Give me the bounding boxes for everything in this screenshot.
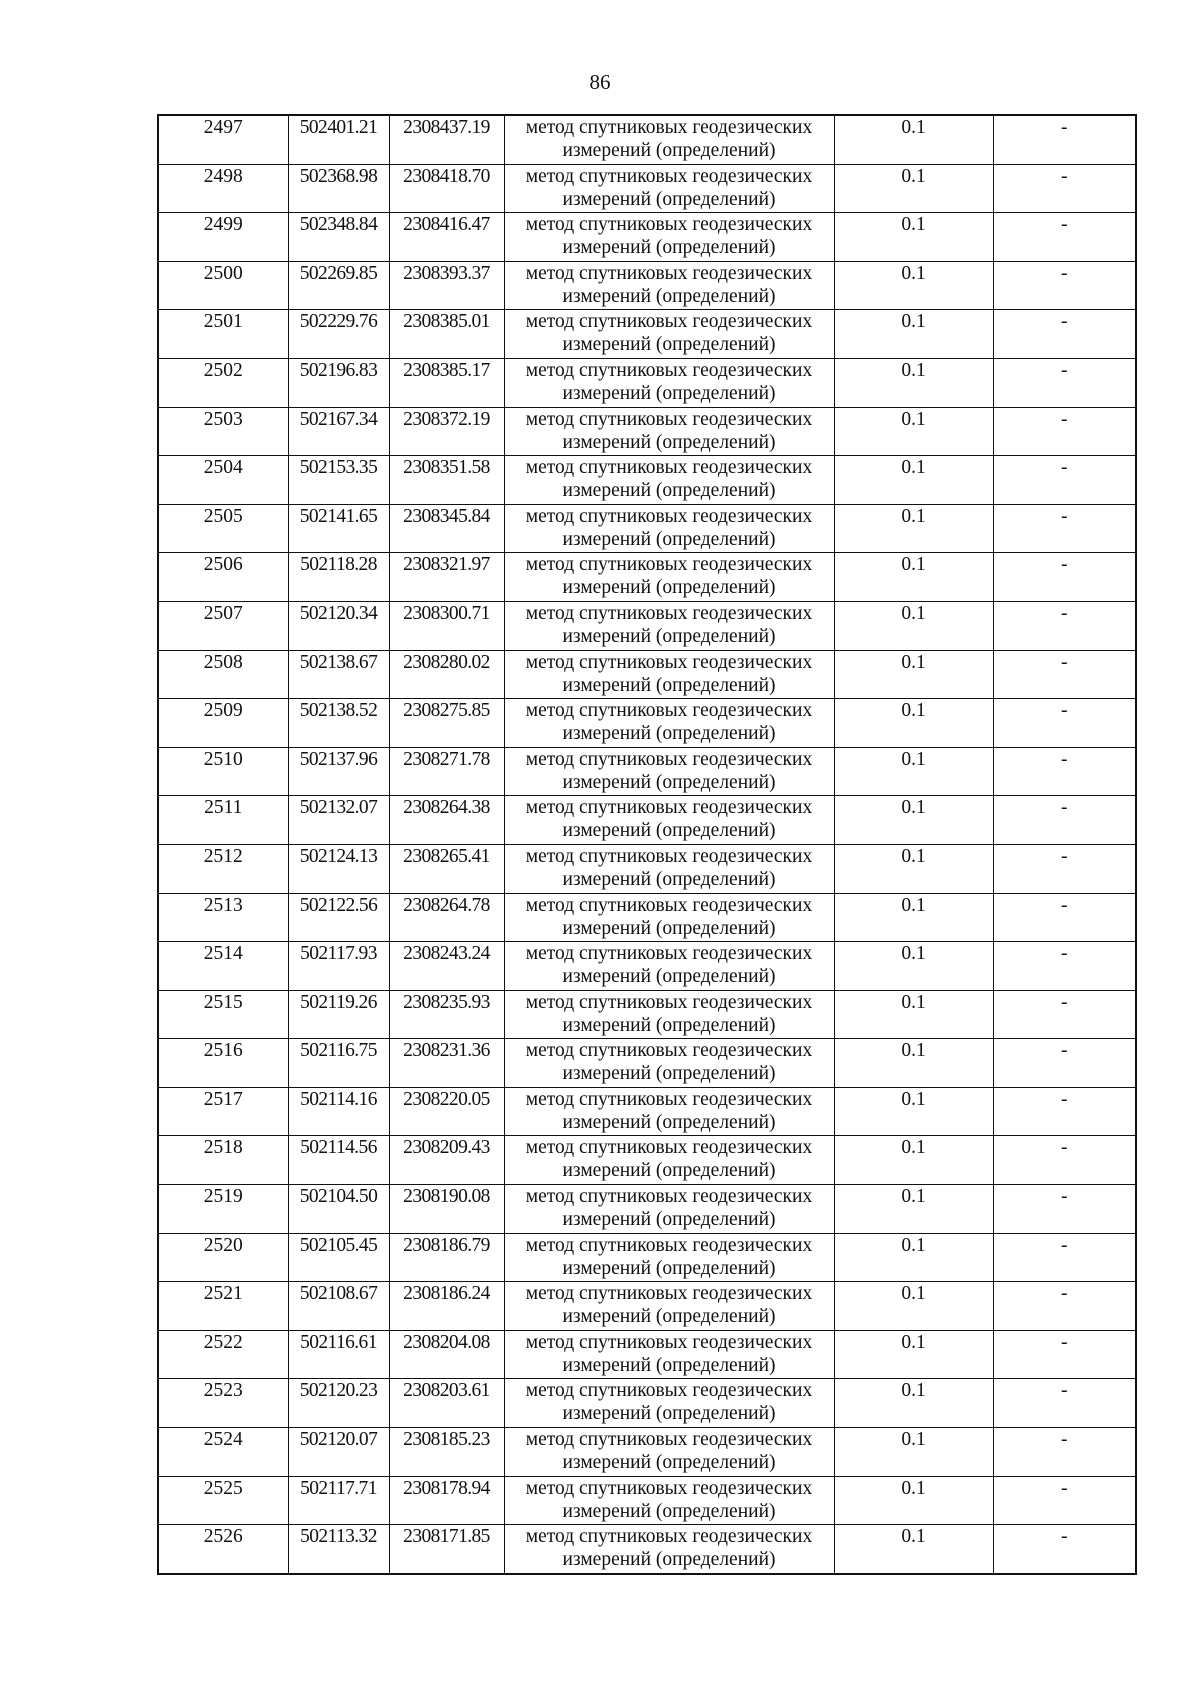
- accuracy-cell: 0.1: [834, 1233, 993, 1282]
- point-number-cell: 2517: [158, 1087, 288, 1136]
- extra-cell: -: [993, 456, 1136, 505]
- method-cell: [504, 456, 834, 505]
- method-line-1: метод спутниковых геодезических: [525, 797, 813, 819]
- x-coordinate-cell: 502229.76: [288, 310, 389, 359]
- table-row: [158, 942, 1136, 991]
- table-row: [158, 1476, 1136, 1525]
- accuracy-cell: 0.1: [834, 1428, 993, 1477]
- accuracy-cell: 0.1: [834, 1185, 993, 1234]
- point-number-cell: 2504: [158, 456, 288, 505]
- x-coordinate-cell: 502368.98: [288, 164, 389, 213]
- table-row: [158, 553, 1136, 602]
- y-coordinate-cell: 2308185.23: [389, 1428, 504, 1477]
- method-line-2: измерений (определений): [562, 1452, 776, 1474]
- point-number-cell: 2511: [158, 796, 288, 845]
- x-coordinate-cell: 502137.96: [288, 747, 389, 796]
- accuracy-cell: 0.1: [834, 1330, 993, 1379]
- method-cell: [504, 1282, 834, 1331]
- method-cell: [504, 893, 834, 942]
- x-coordinate-cell: 502113.32: [288, 1525, 389, 1574]
- point-number-cell: 2515: [158, 990, 288, 1039]
- table-row: [158, 407, 1136, 456]
- y-coordinate-cell: 2308235.93: [389, 990, 504, 1039]
- x-coordinate-cell: 502167.34: [288, 407, 389, 456]
- x-coordinate-cell: 502138.52: [288, 699, 389, 748]
- method-line-1: метод спутниковых геодезических: [525, 651, 813, 673]
- method-line-1: метод спутниковых геодезических: [525, 1429, 813, 1451]
- y-coordinate-cell: 2308209.43: [389, 1136, 504, 1185]
- method-line-2: измерений (определений): [562, 140, 776, 161]
- method-line-1: метод спутниковых геодезических: [525, 1234, 813, 1256]
- x-coordinate-cell: 502119.26: [288, 990, 389, 1039]
- x-coordinate-cell: 502141.65: [288, 504, 389, 553]
- table-row: [158, 504, 1136, 553]
- method-cell: [504, 164, 834, 213]
- y-coordinate-cell: 2308321.97: [389, 553, 504, 602]
- accuracy-cell: 0.1: [834, 844, 993, 893]
- x-coordinate-cell: 502114.56: [288, 1136, 389, 1185]
- method-line-2: измерений (определений): [562, 237, 776, 259]
- method-line-2: измерений (определений): [562, 1403, 776, 1425]
- method-cell: [504, 650, 834, 699]
- method-line-2: измерений (определений): [562, 577, 776, 599]
- method-line-2: измерений (определений): [562, 966, 776, 988]
- point-number-cell: 2500: [158, 261, 288, 310]
- y-coordinate-cell: 2308418.70: [389, 164, 504, 213]
- extra-cell: -: [993, 747, 1136, 796]
- method-line-1: метод спутниковых геодезических: [525, 214, 813, 236]
- x-coordinate-cell: 502269.85: [288, 261, 389, 310]
- point-number-cell: 2505: [158, 504, 288, 553]
- x-coordinate-cell: 502120.07: [288, 1428, 389, 1477]
- point-number-cell: 2526: [158, 1525, 288, 1574]
- point-number-cell: 2506: [158, 553, 288, 602]
- table-row: [158, 1185, 1136, 1234]
- x-coordinate-cell: 502120.34: [288, 601, 389, 650]
- method-line-2: измерений (определений): [562, 1014, 776, 1036]
- x-coordinate-cell: 502124.13: [288, 844, 389, 893]
- y-coordinate-cell: 2308171.85: [389, 1525, 504, 1574]
- method-line-1: метод спутниковых геодезических: [525, 1040, 813, 1062]
- extra-cell: -: [993, 699, 1136, 748]
- method-line-1: метод спутниковых геодезических: [525, 894, 813, 916]
- x-coordinate-cell: 502116.61: [288, 1330, 389, 1379]
- x-coordinate-cell: 502116.75: [288, 1039, 389, 1088]
- method-line-1: метод спутниковых геодезических: [525, 700, 813, 722]
- point-number-cell: 2518: [158, 1136, 288, 1185]
- point-number-cell: 2525: [158, 1476, 288, 1525]
- extra-cell: -: [993, 1379, 1136, 1428]
- method-line-2: измерений (определений): [562, 431, 776, 453]
- method-cell: [504, 213, 834, 262]
- table-row: [158, 699, 1136, 748]
- x-coordinate-cell: 502117.71: [288, 1476, 389, 1525]
- method-line-2: измерений (определений): [562, 285, 776, 307]
- method-line-1: метод спутниковых геодезических: [525, 991, 813, 1013]
- extra-cell: -: [993, 213, 1136, 262]
- method-line-1: метод спутниковых геодезических: [525, 943, 813, 965]
- method-line-1: метод спутниковых геодезических: [525, 262, 813, 284]
- extra-cell: -: [993, 1428, 1136, 1477]
- y-coordinate-cell: 2308190.08: [389, 1185, 504, 1234]
- method-cell: [504, 1476, 834, 1525]
- table-row: [158, 844, 1136, 893]
- y-coordinate-cell: 2308300.71: [389, 601, 504, 650]
- method-line-2: измерений (определений): [562, 723, 776, 745]
- method-line-2: измерений (определений): [562, 1354, 776, 1376]
- method-cell: [504, 310, 834, 359]
- method-cell: [504, 1087, 834, 1136]
- method-line-1: метод спутниковых геодезических: [525, 1186, 813, 1208]
- y-coordinate-cell: 2308275.85: [389, 699, 504, 748]
- accuracy-cell: 0.1: [834, 601, 993, 650]
- method-line-2: измерений (определений): [562, 188, 776, 210]
- method-line-2: измерений (определений): [562, 1306, 776, 1328]
- accuracy-cell: 0.1: [834, 115, 993, 164]
- y-coordinate-cell: 2308393.37: [389, 261, 504, 310]
- accuracy-cell: 0.1: [834, 1282, 993, 1331]
- method-line-2: измерений (определений): [562, 1549, 776, 1571]
- point-number-cell: 2514: [158, 942, 288, 991]
- point-number-cell: 2499: [158, 213, 288, 262]
- method-cell: [504, 844, 834, 893]
- x-coordinate-cell: 502118.28: [288, 553, 389, 602]
- method-cell: [504, 407, 834, 456]
- accuracy-cell: 0.1: [834, 407, 993, 456]
- method-line-2: измерений (определений): [562, 1111, 776, 1133]
- method-line-1: метод спутниковых геодезических: [525, 1380, 813, 1402]
- table-row: [158, 1525, 1136, 1574]
- point-number-cell: 2512: [158, 844, 288, 893]
- method-cell: [504, 115, 834, 164]
- table-row: [158, 1428, 1136, 1477]
- table-row: [158, 115, 1136, 164]
- method-line-2: измерений (определений): [562, 625, 776, 647]
- method-line-2: измерений (определений): [562, 1500, 776, 1522]
- accuracy-cell: 0.1: [834, 650, 993, 699]
- point-number-cell: 2519: [158, 1185, 288, 1234]
- method-line-1: метод спутниковых геодезических: [525, 1477, 813, 1499]
- y-coordinate-cell: 2308186.24: [389, 1282, 504, 1331]
- y-coordinate-cell: 2308385.01: [389, 310, 504, 359]
- method-line-1: метод спутниковых геодезических: [525, 1137, 813, 1159]
- coordinates-table: [157, 114, 1137, 1575]
- method-cell: [504, 1525, 834, 1574]
- method-line-1: метод спутниковых геодезических: [525, 1526, 813, 1548]
- table-row: [158, 1330, 1136, 1379]
- method-line-2: измерений (определений): [562, 820, 776, 842]
- table-row: [158, 358, 1136, 407]
- y-coordinate-cell: 2308416.47: [389, 213, 504, 262]
- method-line-2: измерений (определений): [562, 1257, 776, 1279]
- table-row: [158, 164, 1136, 213]
- table-row: [158, 650, 1136, 699]
- method-line-2: измерений (определений): [562, 334, 776, 356]
- x-coordinate-cell: 502104.50: [288, 1185, 389, 1234]
- extra-cell: -: [993, 504, 1136, 553]
- point-number-cell: 2523: [158, 1379, 288, 1428]
- method-cell: [504, 796, 834, 845]
- extra-cell: -: [993, 358, 1136, 407]
- y-coordinate-cell: 2308220.05: [389, 1087, 504, 1136]
- point-number-cell: 2501: [158, 310, 288, 359]
- accuracy-cell: 0.1: [834, 942, 993, 991]
- x-coordinate-cell: 502132.07: [288, 796, 389, 845]
- accuracy-cell: 0.1: [834, 1379, 993, 1428]
- extra-cell: -: [993, 310, 1136, 359]
- x-coordinate-cell: 502348.84: [288, 213, 389, 262]
- y-coordinate-cell: 2308345.84: [389, 504, 504, 553]
- extra-cell: -: [993, 1233, 1136, 1282]
- method-cell: [504, 699, 834, 748]
- extra-cell: -: [993, 261, 1136, 310]
- y-coordinate-cell: 2308372.19: [389, 407, 504, 456]
- method-line-2: измерений (определений): [562, 1160, 776, 1182]
- method-cell: [504, 747, 834, 796]
- x-coordinate-cell: 502105.45: [288, 1233, 389, 1282]
- accuracy-cell: 0.1: [834, 1525, 993, 1574]
- method-line-1: метод спутниковых геодезических: [525, 1283, 813, 1305]
- accuracy-cell: 0.1: [834, 990, 993, 1039]
- extra-cell: -: [993, 164, 1136, 213]
- table-row: [158, 747, 1136, 796]
- extra-cell: -: [993, 796, 1136, 845]
- accuracy-cell: 0.1: [834, 504, 993, 553]
- method-cell: [504, 1185, 834, 1234]
- table-row: [158, 261, 1136, 310]
- method-cell: [504, 553, 834, 602]
- extra-cell: -: [993, 893, 1136, 942]
- table-row: [158, 796, 1136, 845]
- point-number-cell: 2521: [158, 1282, 288, 1331]
- method-cell: [504, 1233, 834, 1282]
- method-cell: [504, 1428, 834, 1477]
- point-number-cell: 2503: [158, 407, 288, 456]
- extra-cell: -: [993, 1185, 1136, 1234]
- table-row: [158, 456, 1136, 505]
- y-coordinate-cell: 2308203.61: [389, 1379, 504, 1428]
- y-coordinate-cell: 2308280.02: [389, 650, 504, 699]
- point-number-cell: 2510: [158, 747, 288, 796]
- accuracy-cell: 0.1: [834, 358, 993, 407]
- extra-cell: -: [993, 942, 1136, 991]
- y-coordinate-cell: 2308178.94: [389, 1476, 504, 1525]
- extra-cell: -: [993, 844, 1136, 893]
- y-coordinate-cell: 2308186.79: [389, 1233, 504, 1282]
- y-coordinate-cell: 2308264.38: [389, 796, 504, 845]
- y-coordinate-cell: 2308231.36: [389, 1039, 504, 1088]
- point-number-cell: 2522: [158, 1330, 288, 1379]
- method-cell: [504, 1379, 834, 1428]
- table-row: [158, 1233, 1136, 1282]
- accuracy-cell: 0.1: [834, 164, 993, 213]
- accuracy-cell: 0.1: [834, 699, 993, 748]
- point-number-cell: 2498: [158, 164, 288, 213]
- accuracy-cell: 0.1: [834, 310, 993, 359]
- table-row: [158, 1039, 1136, 1088]
- y-coordinate-cell: 2308351.58: [389, 456, 504, 505]
- extra-cell: -: [993, 1087, 1136, 1136]
- accuracy-cell: 0.1: [834, 213, 993, 262]
- table-row: [158, 1087, 1136, 1136]
- x-coordinate-cell: 502117.93: [288, 942, 389, 991]
- x-coordinate-cell: 502138.67: [288, 650, 389, 699]
- method-line-2: измерений (определений): [562, 868, 776, 890]
- point-number-cell: 2516: [158, 1039, 288, 1088]
- method-cell: [504, 990, 834, 1039]
- point-number-cell: 2509: [158, 699, 288, 748]
- point-number-cell: 2502: [158, 358, 288, 407]
- accuracy-cell: 0.1: [834, 553, 993, 602]
- accuracy-cell: 0.1: [834, 747, 993, 796]
- x-coordinate-cell: 502114.16: [288, 1087, 389, 1136]
- method-cell: [504, 1330, 834, 1379]
- point-number-cell: 2524: [158, 1428, 288, 1477]
- method-line-1: метод спутниковых геодезических: [525, 554, 813, 576]
- y-coordinate-cell: 2308437.19: [389, 115, 504, 164]
- point-number-cell: 2513: [158, 893, 288, 942]
- method-line-1: метод спутниковых геодезических: [525, 748, 813, 770]
- coordinates-table-body: [158, 115, 1136, 1574]
- accuracy-cell: 0.1: [834, 1039, 993, 1088]
- method-line-2: измерений (определений): [562, 382, 776, 404]
- page-number: 86: [589, 70, 611, 94]
- x-coordinate-cell: 502401.21: [288, 115, 389, 164]
- y-coordinate-cell: 2308264.78: [389, 893, 504, 942]
- extra-cell: -: [993, 990, 1136, 1039]
- x-coordinate-cell: 502122.56: [288, 893, 389, 942]
- method-line-1: метод спутниковых геодезических: [525, 165, 813, 187]
- extra-cell: -: [993, 1282, 1136, 1331]
- method-line-2: измерений (определений): [562, 1209, 776, 1231]
- extra-cell: -: [993, 601, 1136, 650]
- accuracy-cell: 0.1: [834, 261, 993, 310]
- table-row: [158, 310, 1136, 359]
- point-number-cell: 2497: [158, 115, 288, 164]
- accuracy-cell: 0.1: [834, 1136, 993, 1185]
- y-coordinate-cell: 2308271.78: [389, 747, 504, 796]
- accuracy-cell: 0.1: [834, 893, 993, 942]
- method-line-2: измерений (определений): [562, 674, 776, 696]
- method-line-1: метод спутниковых геодезических: [525, 117, 813, 138]
- x-coordinate-cell: 502108.67: [288, 1282, 389, 1331]
- accuracy-cell: 0.1: [834, 456, 993, 505]
- extra-cell: -: [993, 1039, 1136, 1088]
- y-coordinate-cell: 2308265.41: [389, 844, 504, 893]
- method-line-1: метод спутниковых геодезических: [525, 311, 813, 333]
- method-cell: [504, 358, 834, 407]
- table-row: [158, 1282, 1136, 1331]
- method-cell: [504, 261, 834, 310]
- method-line-1: метод спутниковых геодезических: [525, 845, 813, 867]
- point-number-cell: 2520: [158, 1233, 288, 1282]
- method-line-1: метод спутниковых геодезических: [525, 408, 813, 430]
- extra-cell: -: [993, 553, 1136, 602]
- method-cell: [504, 504, 834, 553]
- accuracy-cell: 0.1: [834, 1476, 993, 1525]
- point-number-cell: 2508: [158, 650, 288, 699]
- method-line-2: измерений (определений): [562, 528, 776, 550]
- method-line-1: метод спутниковых геодезических: [525, 359, 813, 381]
- extra-cell: -: [993, 1136, 1136, 1185]
- point-number-cell: 2507: [158, 601, 288, 650]
- x-coordinate-cell: 502120.23: [288, 1379, 389, 1428]
- table-row: [158, 1136, 1136, 1185]
- method-line-1: метод спутниковых геодезических: [525, 1088, 813, 1110]
- extra-cell: -: [993, 407, 1136, 456]
- method-line-2: измерений (определений): [562, 1063, 776, 1085]
- method-cell: [504, 601, 834, 650]
- y-coordinate-cell: 2308204.08: [389, 1330, 504, 1379]
- y-coordinate-cell: 2308243.24: [389, 942, 504, 991]
- method-cell: [504, 1136, 834, 1185]
- extra-cell: -: [993, 650, 1136, 699]
- table-row: [158, 213, 1136, 262]
- method-line-2: измерений (определений): [562, 917, 776, 939]
- x-coordinate-cell: 502153.35: [288, 456, 389, 505]
- method-cell: [504, 942, 834, 991]
- table-row: [158, 601, 1136, 650]
- method-line-2: измерений (определений): [562, 771, 776, 793]
- y-coordinate-cell: 2308385.17: [389, 358, 504, 407]
- table-row: [158, 1379, 1136, 1428]
- table-row: [158, 893, 1136, 942]
- table-row: [158, 990, 1136, 1039]
- extra-cell: -: [993, 115, 1136, 164]
- method-cell: [504, 1039, 834, 1088]
- method-line-1: метод спутниковых геодезических: [525, 602, 813, 624]
- method-line-1: метод спутниковых геодезических: [525, 457, 813, 479]
- method-line-1: метод спутниковых геодезических: [525, 1331, 813, 1353]
- method-line-1: метод спутниковых геодезических: [525, 505, 813, 527]
- extra-cell: -: [993, 1476, 1136, 1525]
- method-line-2: измерений (определений): [562, 480, 776, 502]
- accuracy-cell: 0.1: [834, 1087, 993, 1136]
- x-coordinate-cell: 502196.83: [288, 358, 389, 407]
- extra-cell: -: [993, 1330, 1136, 1379]
- extra-cell: -: [993, 1525, 1136, 1574]
- accuracy-cell: 0.1: [834, 796, 993, 845]
